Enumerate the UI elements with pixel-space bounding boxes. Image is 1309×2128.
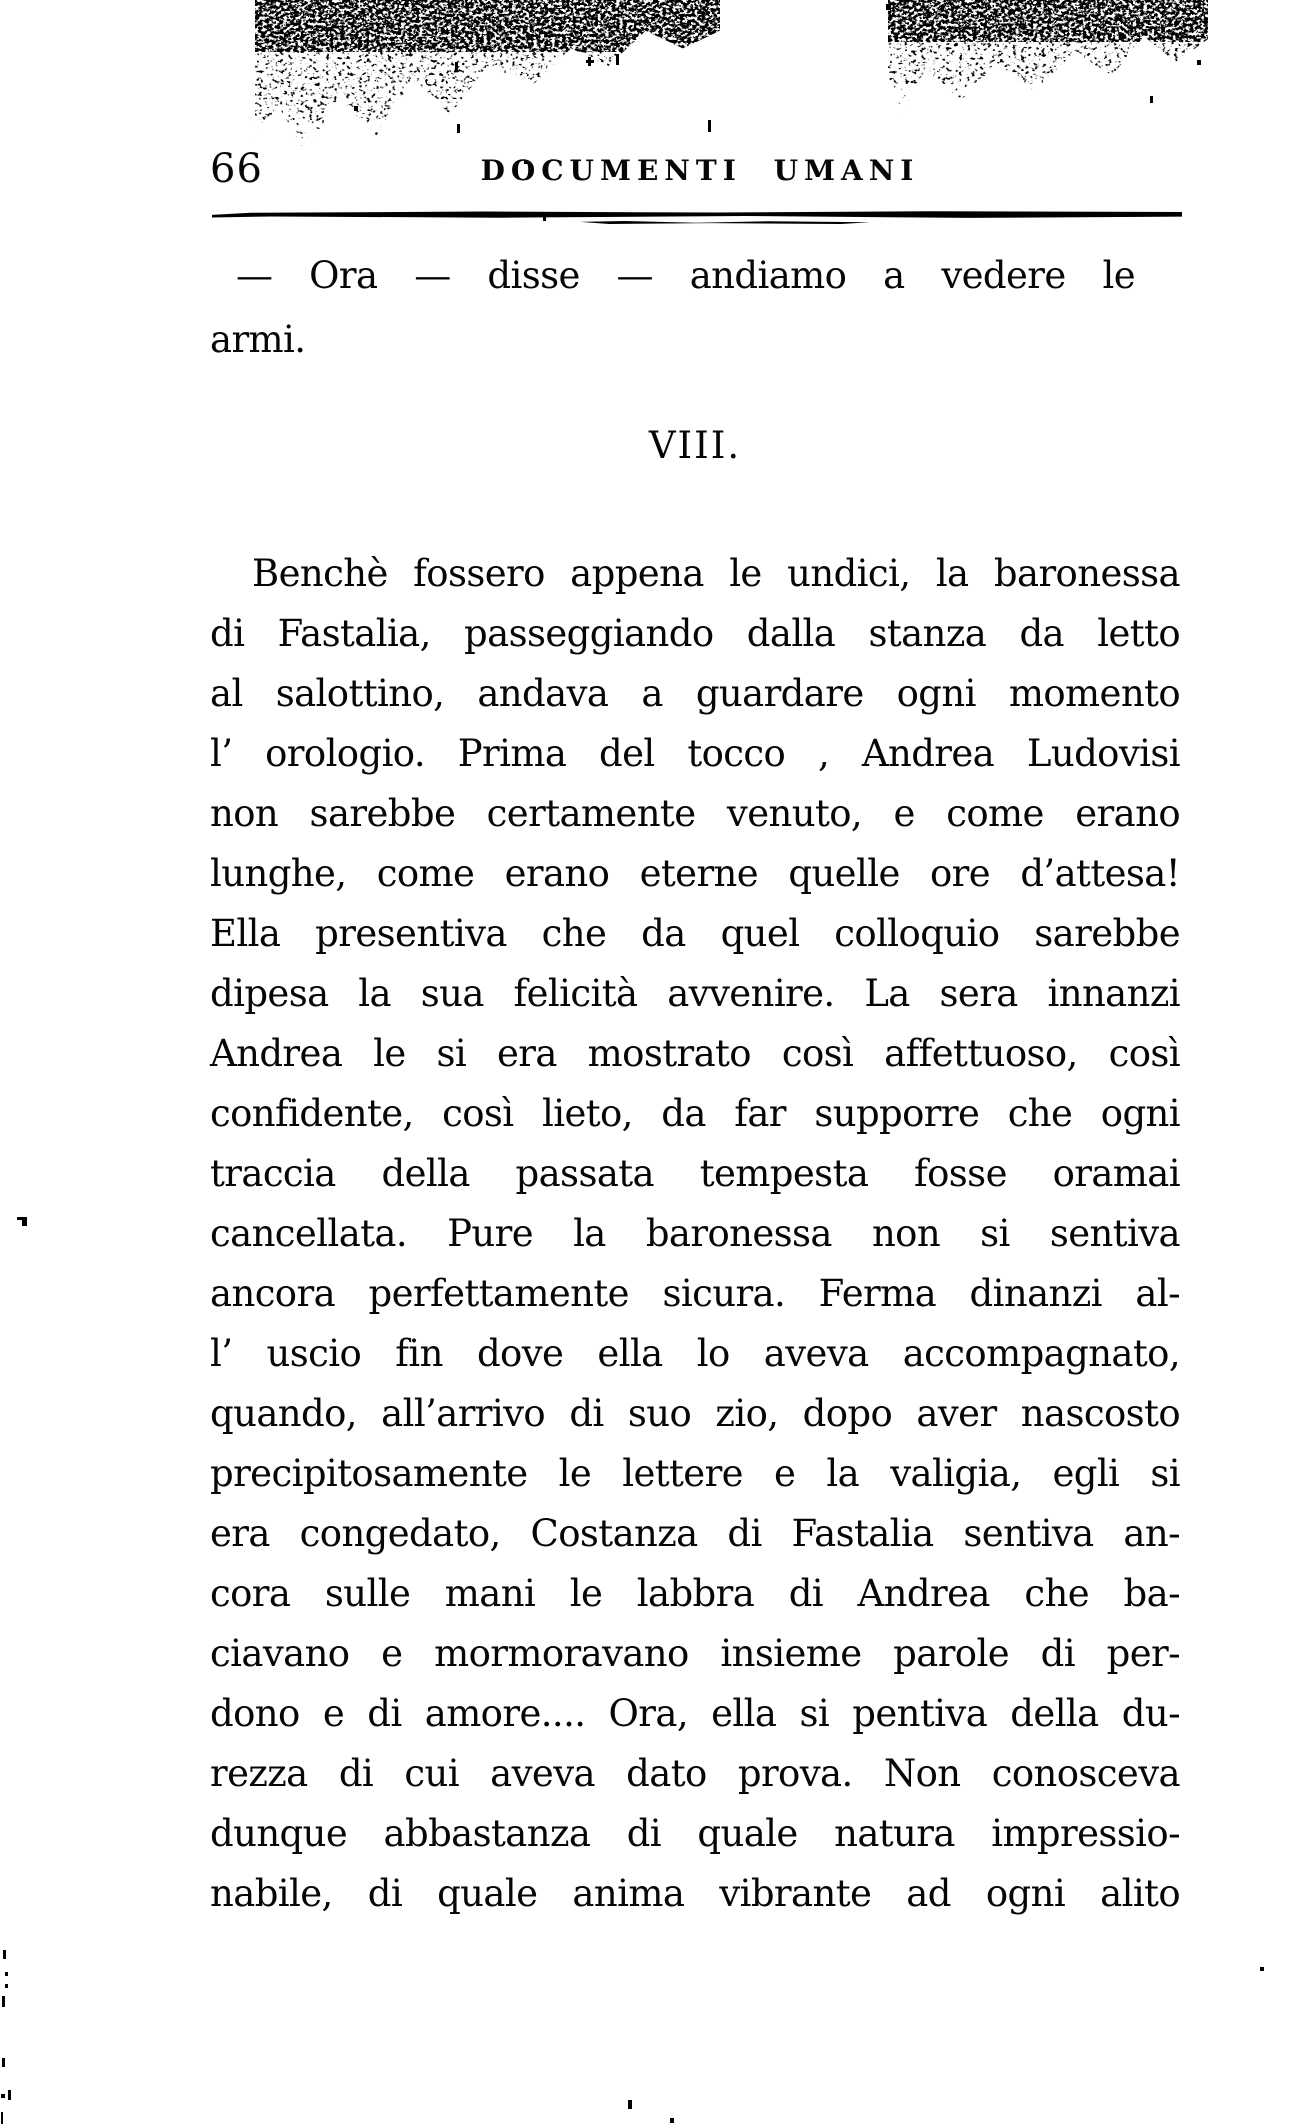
text-line: Ella presentiva che da quel colloquio sarebbe: [210, 912, 1180, 955]
text-line: armi.: [210, 318, 306, 361]
text-line: precipitosamente le lettere e la valigia, egli si: [210, 1452, 1180, 1495]
ink-speck: [588, 57, 591, 66]
margin-mark: [2, 1996, 5, 2007]
text-line: dono e di amore.... Ora, ella si pentiva della du-: [210, 1692, 1180, 1735]
margin-mark: [22, 1219, 27, 1226]
text-line: nabile, di quale anima vibrante ad ogni alito: [210, 1872, 1180, 1915]
text-line: non sarebbe certamente venuto, e come erano: [210, 792, 1180, 835]
text-line: ancora perfettamente sicura. Ferma dinanzi al-: [210, 1272, 1180, 1315]
chapter-heading: VIII.: [648, 424, 742, 467]
ink-speck: [628, 2100, 632, 2109]
ink-speck: [1260, 1967, 1264, 1971]
ink-speck: [1150, 96, 1153, 103]
header-rule-dash: [580, 221, 870, 224]
body-paragraph: [210, 544, 1180, 1924]
margin-mark: [3, 1950, 6, 1959]
text-line: traccia della passata tempesta fosse oramai: [210, 1152, 1180, 1195]
header-rule: [212, 211, 1182, 218]
ink-speck: [354, 106, 358, 111]
ink-speck: [455, 62, 458, 72]
text-line: cancellata. Pure la baronessa non si sentiva: [210, 1212, 1180, 1255]
ink-speck: [708, 120, 711, 132]
margin-mark: [2, 2058, 5, 2067]
noise-band-sparse: [888, 0, 1208, 130]
text-line: — Ora — disse — andiamo a vedere le: [236, 254, 1135, 297]
ink-speck: [457, 124, 460, 133]
text-line: lunghe, come erano eterne quelle ore d’attesa!: [210, 852, 1180, 895]
text-line: l’ orologio. Prima del tocco , Andrea Ludovisi: [210, 732, 1180, 775]
ink-blotch-top-right: [888, 0, 1208, 130]
margin-mark: [8, 2090, 11, 2100]
text-line: confidente, così lieto, da far supporre che ogni: [210, 1092, 1180, 1135]
ink-blotch-top-left: [255, 0, 720, 220]
text-line: rezza di cui aveva dato prova. Non conosceva: [210, 1752, 1180, 1795]
margin-mark: [5, 1984, 8, 1988]
margin-mark: [1, 2094, 5, 2098]
margin-mark: [5, 1972, 8, 1976]
noise-band-sparse: [255, 0, 720, 220]
ink-speck: [670, 2118, 674, 2123]
ink-speck: [616, 54, 619, 65]
text-line: Andrea le si era mostrato così affettuoso, così: [210, 1032, 1180, 1075]
dialog-paragraph: [210, 244, 1135, 372]
page-number: 66: [210, 146, 263, 192]
text-line: dunque abbastanza di quale natura impressio-: [210, 1812, 1180, 1855]
running-title: DOCUMENTI UMANI: [480, 154, 920, 187]
margin-mark: [1, 2112, 3, 2124]
text-line: quando, all’arrivo di suo zio, dopo aver nascosto: [210, 1392, 1180, 1435]
text-line: di Fastalia, passeggiando dalla stanza da letto: [210, 612, 1180, 655]
text-line: l’ uscio fin dove ella lo aveva accompagnato,: [210, 1332, 1180, 1375]
text-line: Benchè fossero appena le undici, la baronessa: [252, 552, 1180, 595]
text-line: al salottino, andava a guardare ogni momento: [210, 672, 1180, 715]
text-line: dipesa la sua felicità avvenire. La sera innanzi: [210, 972, 1180, 1015]
text-line: cora sulle mani le labbra di Andrea che ba-: [210, 1572, 1180, 1615]
text-line: ciavano e mormoravano insieme parole di per-: [210, 1632, 1180, 1675]
ink-speck: [886, 4, 891, 10]
ink-speck: [1197, 60, 1201, 65]
text-line: era congedato, Costanza di Fastalia sentiva an-: [210, 1512, 1180, 1555]
